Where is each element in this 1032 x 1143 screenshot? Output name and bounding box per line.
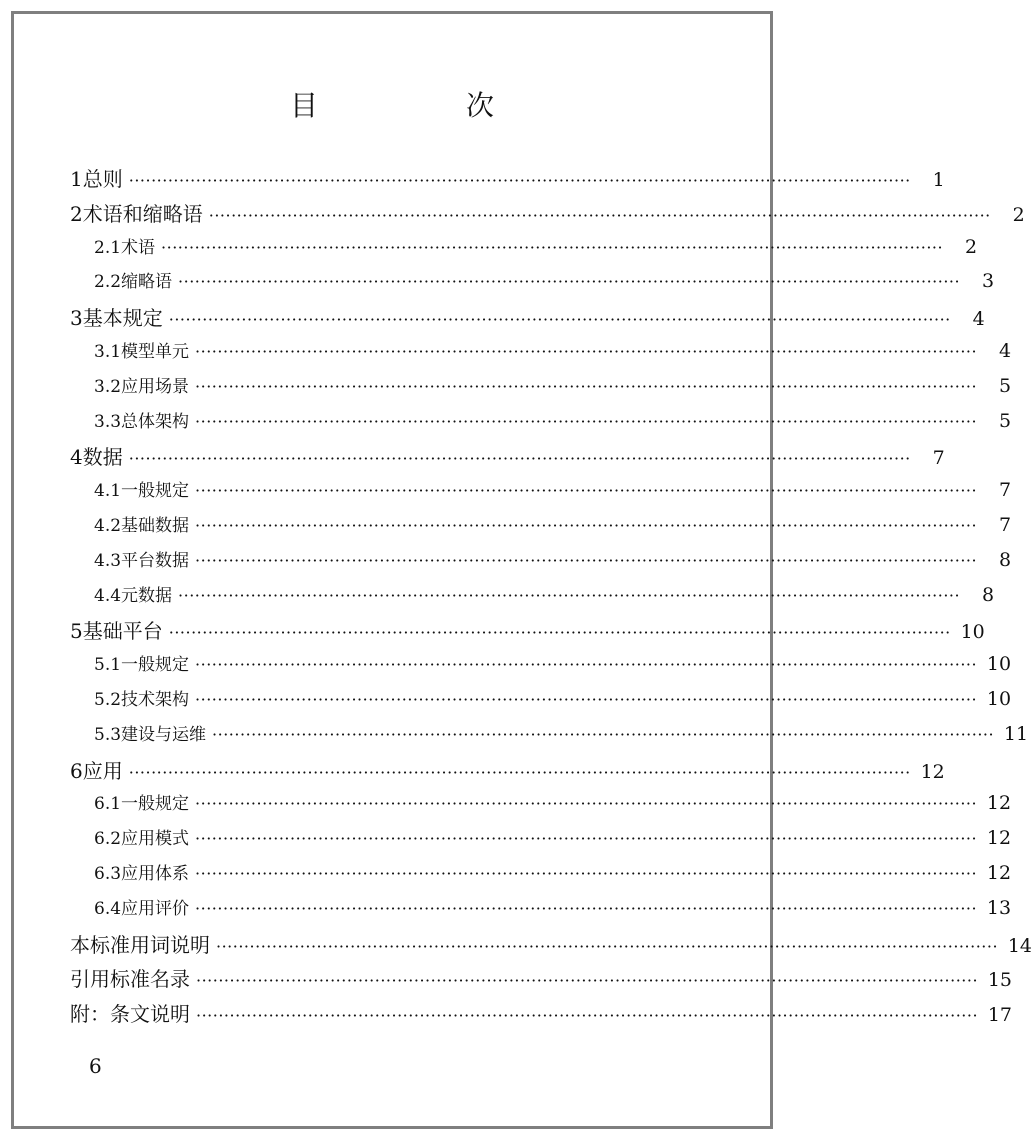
toc-leader-dots: ············································································································································ (195, 898, 978, 918)
toc-row[interactable] (94, 581, 995, 615)
toc-leader-dots: ············································································································································ (128, 762, 911, 782)
toc-leader-dots: ············································································································································ (196, 971, 979, 991)
toc-row[interactable] (94, 233, 978, 267)
toc-label: 应用体系 (121, 864, 190, 884)
toc-row[interactable] (94, 859, 1012, 893)
toc-page-number: 12 (920, 760, 945, 783)
toc-page-number: 8 (998, 548, 1012, 571)
toc-label: 模型单元 (121, 342, 190, 362)
toc-label: 总则 (82, 167, 123, 191)
toc-page-number: 4 (998, 340, 1012, 362)
toc-label: 本标准用词说明 (70, 932, 210, 957)
toc-leader-dots: ············································································································································ (195, 690, 978, 709)
toc-row[interactable] (70, 615, 985, 649)
toc-page-number: 7 (998, 514, 1012, 536)
toc-leader-dots: ············································································································································ (216, 936, 999, 956)
toc-row[interactable] (70, 163, 945, 197)
toc-page-number: 10 (986, 688, 1012, 710)
toc-number: 4 (70, 445, 83, 470)
toc-label: 术语 (121, 237, 156, 258)
toc-leader-dots: ············································································································································ (196, 1006, 979, 1026)
toc-page-number: 14 (1007, 934, 1032, 957)
toc-row[interactable] (70, 198, 1025, 232)
toc-number: 5.3 (94, 724, 122, 745)
toc-row[interactable] (94, 685, 1012, 719)
toc-leader-dots: ············································································································································ (212, 724, 995, 744)
toc-page-number: 8 (981, 583, 995, 606)
toc-label: 平台数据 (121, 550, 190, 571)
toc-row[interactable] (70, 302, 985, 336)
page-number: 6 (89, 1054, 102, 1078)
toc-leader-dots: ············································································································································ (128, 449, 911, 469)
toc-page-number: 17 (987, 1004, 1013, 1027)
toc-label: 应用模式 (121, 829, 190, 850)
toc-number: 3.3 (94, 411, 122, 432)
toc-leader-dots: ············································································································································ (168, 623, 951, 643)
toc-number: 3 (70, 306, 83, 331)
toc-row[interactable] (94, 372, 1012, 406)
toc-leader-dots: ············································································································································ (168, 310, 951, 330)
toc-leader-dots: ············································································································································ (195, 829, 978, 849)
toc-row[interactable] (94, 650, 1012, 684)
toc-row[interactable] (94, 824, 1012, 858)
toc-label: 附：条文说明 (70, 1002, 190, 1027)
toc-label: 一般规定 (121, 655, 190, 676)
toc-page-number: 12 (986, 792, 1012, 815)
toc-label: 元数据 (121, 585, 173, 606)
toc-page-number: 7 (932, 447, 945, 470)
toc-label: 基础平台 (82, 619, 163, 644)
toc-label: 术语和缩略语 (82, 201, 203, 226)
toc-number: 5 (70, 619, 83, 644)
toc-row[interactable] (94, 720, 1029, 754)
page-frame (11, 11, 1032, 1129)
toc-leader-dots: ············································································································································ (195, 864, 978, 883)
toc-leader-dots: ············································································································································ (195, 516, 978, 535)
toc-label: 应用评价 (121, 898, 190, 919)
toc-label: 建设与运维 (121, 724, 207, 745)
toc-row[interactable] (94, 789, 1012, 823)
toc-label: 应用场景 (121, 376, 190, 397)
toc-page-number: 15 (987, 969, 1013, 992)
toc-row[interactable] (70, 998, 1013, 1032)
toc-number: 2.2 (94, 272, 122, 293)
toc-page-number: 5 (998, 374, 1012, 397)
toc-number: 5.2 (94, 690, 122, 710)
toc-page-number: 11 (1003, 722, 1029, 745)
toc-label: 数据 (82, 445, 123, 470)
toc-number: 3.2 (94, 376, 122, 397)
toc-leader-dots: ············································································································································ (195, 550, 978, 570)
toc-row[interactable] (70, 929, 1032, 963)
toc-number: 4.4 (94, 585, 122, 606)
toc-row[interactable] (94, 894, 1012, 928)
toc-label: 基本规定 (82, 306, 163, 331)
toc-leader-dots: ············································································································································ (195, 411, 978, 431)
toc-label: 技术架构 (121, 690, 190, 710)
toc-row[interactable] (70, 755, 945, 789)
toc-row[interactable] (94, 476, 1012, 510)
table-of-contents (14, 14, 1032, 1126)
toc-label: 一般规定 (121, 794, 190, 815)
toc-number: 5.1 (94, 655, 122, 676)
toc-number: 6 (70, 758, 83, 783)
toc-number: 6.1 (94, 794, 122, 815)
toc-number: 3.1 (94, 342, 122, 362)
toc-row[interactable] (94, 407, 1012, 441)
toc-number: 6.2 (94, 829, 122, 850)
toc-row[interactable] (70, 963, 1013, 997)
toc-number: 2.1 (94, 237, 122, 258)
toc-page-number: 1 (932, 169, 945, 191)
toc-number: 6.3 (94, 864, 122, 884)
toc-leader-dots: ············································································································································ (178, 272, 961, 292)
toc-page-number: 2 (964, 235, 978, 258)
toc-row[interactable] (70, 441, 945, 475)
toc-leader-dots: ············································································································································ (161, 237, 944, 257)
toc-number: 2 (70, 201, 83, 226)
toc-number: 4.2 (94, 516, 122, 536)
toc-leader-dots: ············································································································································ (195, 481, 978, 501)
toc-label: 缩略语 (121, 272, 173, 293)
toc-label: 一般规定 (121, 481, 190, 502)
toc-leader-dots: ············································································································································ (195, 376, 978, 396)
toc-leader-dots: ············································································································································ (128, 171, 911, 190)
toc-row[interactable] (94, 337, 1012, 371)
toc-number: 1 (70, 167, 83, 191)
toc-label: 引用标准名录 (70, 967, 190, 992)
toc-page-number: 10 (986, 653, 1012, 676)
toc-page-number: 12 (986, 862, 1012, 884)
toc-leader-dots: ············································································································································ (195, 655, 978, 675)
toc-page-number: 7 (998, 479, 1012, 502)
toc-page-number: 4 (972, 308, 985, 331)
toc-page-number: 10 (960, 621, 985, 644)
toc-label: 基础数据 (121, 516, 190, 536)
toc-number: 4.1 (94, 481, 122, 502)
toc-row[interactable] (94, 267, 995, 301)
toc-page-number: 3 (981, 270, 995, 293)
toc-leader-dots: ············································································································································ (195, 794, 978, 814)
toc-number: 6.4 (94, 898, 122, 919)
toc-leader-dots: ············································································································································ (178, 585, 961, 605)
toc-label: 总体架构 (121, 411, 190, 432)
toc-page-number: 5 (998, 409, 1012, 432)
toc-page-number: 2 (1012, 203, 1025, 226)
toc-row[interactable] (94, 511, 1012, 545)
toc-number: 4.3 (94, 550, 122, 571)
toc-label: 应用 (82, 758, 123, 783)
toc-page-number: 13 (986, 896, 1012, 919)
toc-page-number: 12 (986, 827, 1012, 850)
page-title: 目 次 (289, 89, 554, 122)
toc-leader-dots: ············································································································································ (195, 342, 978, 361)
toc-leader-dots: ············································································································································ (208, 205, 991, 225)
toc-row[interactable] (94, 546, 1012, 580)
